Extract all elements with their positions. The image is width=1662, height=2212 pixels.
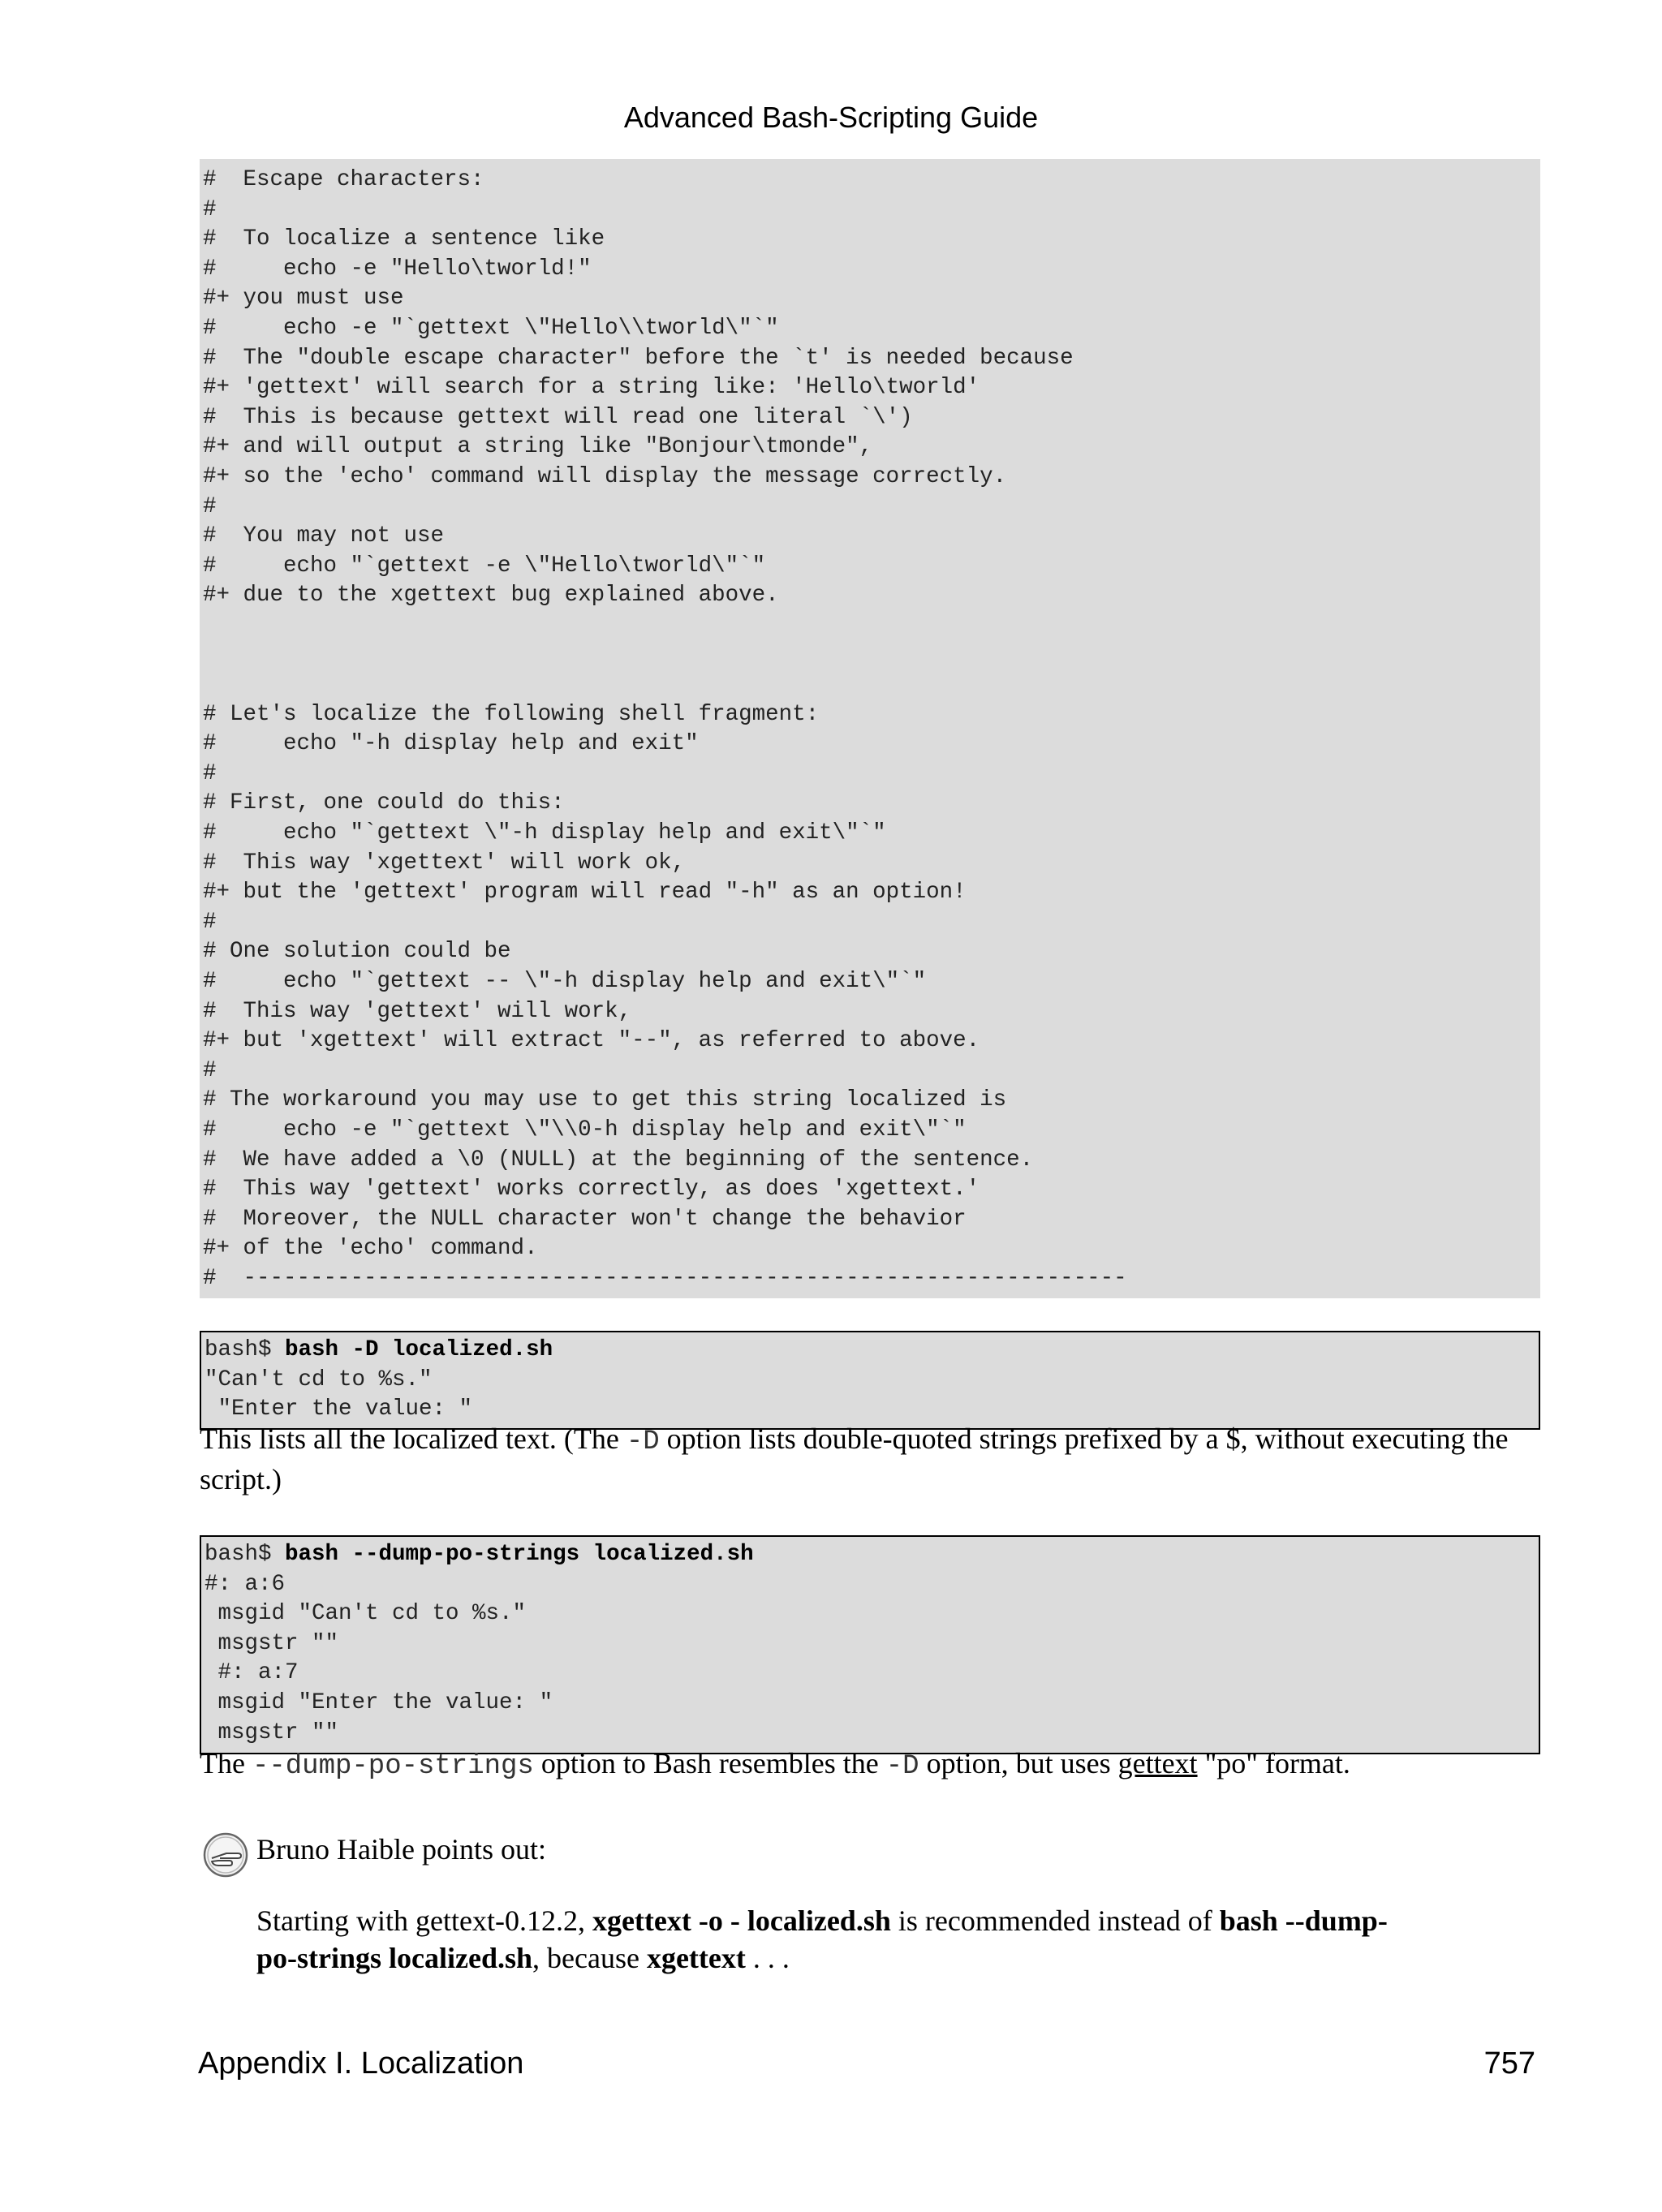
inline-code: -D: [885, 1751, 919, 1782]
terminal-output-line: "Enter the value: ": [205, 1396, 473, 1422]
footer-section: Appendix I. Localization: [198, 2046, 524, 2081]
code-line: # echo "-h display help and exit": [203, 731, 699, 757]
text-run: option to Bash resembles the: [533, 1747, 886, 1779]
page-number: 757: [1483, 2046, 1535, 2081]
terminal-example-dump-po-strings: [200, 1535, 1540, 1754]
shell-command: bash --dump-po-strings localized.sh: [285, 1542, 754, 1567]
code-line: #: [203, 196, 217, 222]
shell-prompt: bash$: [205, 1542, 286, 1567]
code-line: # One solution could be: [203, 939, 511, 965]
text-run: This lists all the localized text. (The: [200, 1422, 626, 1455]
code-line: # This is because gettext will read one literal `\'): [203, 404, 913, 430]
code-line: # echo -e "`gettext \"Hello\\tworld\"`": [203, 315, 779, 341]
code-line: #+ and will output a string like "Bonjour\tmonde",: [203, 434, 873, 460]
code-line: #+ you must use: [203, 286, 404, 312]
bold-command: bash --dump-po-strings localized.sh: [256, 1904, 1388, 1974]
code-line: [203, 611, 1537, 641]
code-line: # The "double escape character" before the `t' is needed because: [203, 345, 1074, 371]
text-run: "po" format.: [1197, 1747, 1350, 1779]
code-line: [203, 641, 1537, 671]
text-run: option, but uses: [919, 1747, 1118, 1779]
terminal-example-d-option: [200, 1331, 1540, 1430]
terminal-output-line: msgid "Can't cd to %s.": [205, 1601, 527, 1627]
bold-command: xgettext -o - localized.sh: [592, 1904, 891, 1937]
code-line: [203, 670, 1537, 700]
code-line: # You may not use: [203, 523, 445, 549]
terminal-output-line: #: a:7: [205, 1660, 299, 1686]
bold-command: xgettext: [646, 1942, 746, 1974]
code-line: #: [203, 1057, 217, 1083]
paragraph-d-option: [200, 1420, 1540, 1498]
code-line: # echo "`gettext -- \"-h display help and exit\"`": [203, 969, 927, 995]
code-line: # This way 'gettext' will work,: [203, 998, 632, 1024]
running-header: Advanced Bash-Scripting Guide: [623, 101, 1039, 134]
code-line: # echo "`gettext \"-h display help and exit\"`": [203, 820, 886, 846]
terminal-output-line: #: a:6: [205, 1571, 286, 1597]
inline-code: -D: [626, 1427, 660, 1457]
shell-command: bash -D localized.sh: [285, 1337, 553, 1362]
terminal-output-line: msgstr "": [205, 1719, 339, 1745]
code-listing: [200, 159, 1540, 1298]
code-line: #+ so the 'echo' command will display the message correctly.: [203, 463, 1007, 489]
text-run: , because: [532, 1942, 647, 1974]
gettext-link[interactable]: gettext: [1117, 1747, 1198, 1779]
code-line: # The workaround you may use to get this string localized is: [203, 1087, 1007, 1113]
note-hand-icon: [202, 1831, 249, 1878]
code-line: # This way 'gettext' works correctly, as does 'xgettext.': [203, 1177, 980, 1203]
terminal-output-line: "Can't cd to %s.": [205, 1366, 433, 1392]
code-line: # echo "`gettext -e \"Hello\tworld\"`": [203, 553, 766, 579]
code-line: # Let's localize the following shell fragment:: [203, 701, 820, 727]
text-run: The: [200, 1747, 252, 1779]
note-body: [256, 1902, 1393, 1977]
code-line: # Escape characters:: [203, 167, 484, 192]
code-line: # ------------------------------------------------------------------: [203, 1265, 1127, 1291]
text-run: is recommended instead of: [890, 1904, 1220, 1937]
code-line: # echo -e "Hello\tworld!": [203, 256, 592, 282]
inline-code: --dump-po-strings: [252, 1751, 534, 1782]
code-line: # First, one could do this:: [203, 790, 565, 816]
text-run: option lists double-quoted strings prefixed by a $, without executing the script.): [200, 1422, 1509, 1495]
terminal-output-line: msgstr "": [205, 1630, 339, 1656]
code-line: #+ due to the xgettext bug explained above.: [203, 583, 779, 609]
code-line: #+ but 'xgettext' will extract "--", as referred to above.: [203, 1028, 980, 1054]
shell-prompt: bash$: [205, 1337, 286, 1362]
note-lead: Bruno Haible points out:: [256, 1833, 546, 1866]
code-line: #: [203, 760, 217, 786]
code-line: # This way 'xgettext' will work ok,: [203, 850, 686, 876]
code-line: # We have added a \0 (NULL) at the beginning of the sentence.: [203, 1147, 1034, 1173]
code-line: #+ but the 'gettext' program will read "-h" as an option!: [203, 880, 967, 906]
text-run: Starting with gettext-0.12.2,: [256, 1904, 592, 1937]
code-line: # To localize a sentence like: [203, 226, 605, 252]
code-line: #+ of the 'echo' command.: [203, 1236, 538, 1262]
code-line: #: [203, 493, 217, 519]
paragraph-dump-po-strings: [200, 1745, 1540, 1785]
code-line: # echo -e "`gettext \"\\0-h display help and exit\"`": [203, 1117, 967, 1143]
terminal-output-line: msgid "Enter the value: ": [205, 1689, 553, 1715]
text-run: . . .: [745, 1942, 790, 1974]
code-line: #: [203, 909, 217, 935]
code-line: #+ 'gettext' will search for a string like: 'Hello\tworld': [203, 375, 980, 401]
code-line: # Moreover, the NULL character won't change the behavior: [203, 1206, 967, 1232]
